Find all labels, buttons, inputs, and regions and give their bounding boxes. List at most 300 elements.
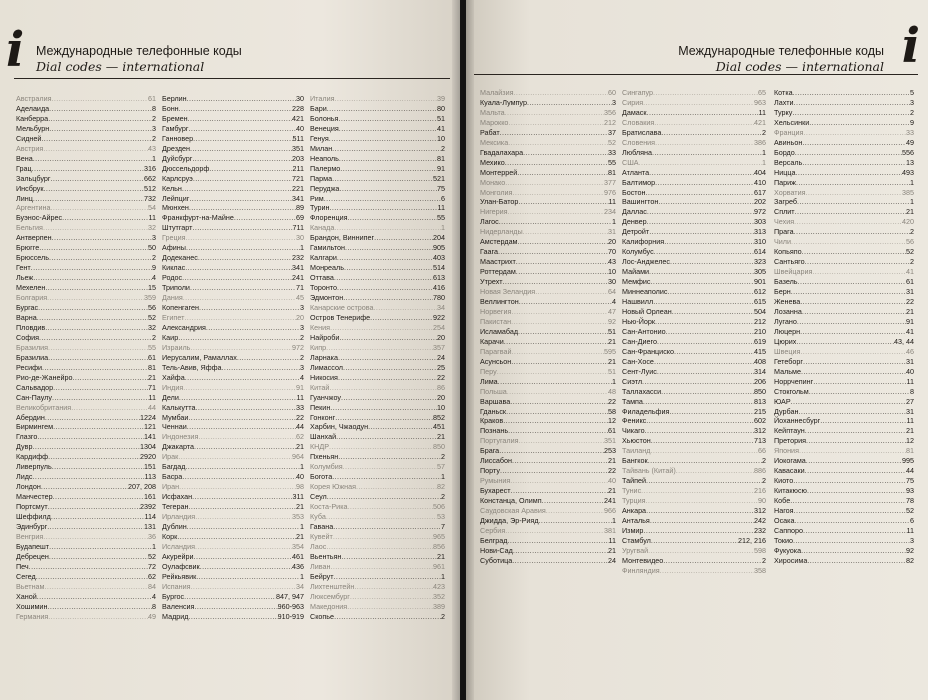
dial-code-entry [162,283,304,293]
dial-code-entry [310,422,445,432]
dial-code: 228 [292,103,304,113]
dot-leader [37,313,148,323]
dot-leader [198,432,296,442]
dial-code: 212, 216 [738,535,766,545]
dial-code: 71 [148,382,156,392]
dial-code: 82 [437,482,445,492]
place-name: Калифорния [622,237,665,247]
place-name: Измир [622,525,644,535]
dot-leader [327,492,441,502]
dot-leader [643,98,754,108]
place-name: Дебрецен [16,551,49,561]
dot-leader [658,197,754,207]
dial-code-entry [622,287,766,297]
place-name: Лугано [774,316,797,326]
dial-code: 1 [612,376,616,386]
place-name: Кувейт [310,531,333,541]
place-name: Карачи [480,336,504,346]
dial-code: 20 [608,237,616,247]
dot-leader [188,114,292,124]
dial-code: 12 [906,436,914,446]
place-name: Мальме [774,366,801,376]
dial-code: 253 [604,446,616,456]
dial-code: 2 [152,113,156,123]
dot-leader [53,422,144,432]
dial-code-entry [480,387,616,397]
place-name: Франкфурт-на-Майне [162,213,234,223]
dial-code-entry [310,283,445,293]
dial-code: 50 [148,243,156,253]
dot-leader [339,154,437,164]
dot-leader [195,542,292,552]
dial-code: 3 [300,303,304,313]
place-name: Бразилиа [16,352,49,362]
dial-code: 381 [604,525,616,535]
dial-code: 33 [906,127,914,137]
dot-leader [193,174,292,184]
dot-leader [45,283,148,293]
place-name: Загреб [774,197,797,207]
dial-code: 11 [758,107,766,117]
dot-leader [324,194,441,204]
dial-code-entry [622,446,766,456]
dial-code: 303 [754,217,766,227]
dot-leader [338,452,441,462]
place-name: Дрезден [162,143,191,153]
dial-code-entry [16,482,156,492]
place-name: Кения [310,322,331,332]
dial-code-entry [162,482,304,492]
dial-code: 310 [754,237,766,247]
dot-leader [511,486,608,496]
place-name: Бремен [162,113,188,123]
dial-code: 82 [906,555,914,565]
dial-code: 234 [604,207,616,217]
dial-code: 75 [906,476,914,486]
dial-code: 614 [754,247,766,257]
dial-code-entry [16,462,156,472]
dial-code-entry [310,502,445,512]
dial-code-entry [310,612,445,622]
dot-leader [179,393,297,403]
dial-code: 4 [152,273,156,283]
dial-code: 98 [296,482,304,492]
place-name: Финляндия [622,565,660,575]
dot-leader [192,223,292,233]
dial-code: 66 [758,446,766,456]
dot-leader [329,383,437,393]
dot-leader [339,124,437,134]
dial-code-entry [310,452,445,462]
dial-code: 52 [608,137,616,147]
dial-code: 556 [902,147,914,157]
dial-code: 8 [152,103,156,113]
dial-code-entry [622,188,766,198]
place-name: Чехия [774,217,795,227]
dial-code: 61 [148,352,156,362]
dot-leader [669,407,754,417]
right-column-1 [480,88,616,566]
dial-code: 1 [300,571,304,581]
dial-code: 49 [148,611,156,621]
dial-code: 131 [144,521,156,531]
dial-code-entry [310,532,445,542]
place-name: Канада [310,223,335,233]
dial-code-entry [162,273,304,283]
dial-code: 113 [144,472,156,482]
dial-code: 20 [437,332,445,342]
dot-leader [354,582,433,592]
place-name: Сирия [622,97,644,107]
place-name: Чикаго [622,426,645,436]
dial-code-entry [16,174,156,184]
dot-leader [52,393,149,403]
dot-leader [812,267,906,277]
dial-code: 352 [433,591,445,601]
dot-leader [802,138,906,148]
place-name: Штутгарт [162,223,193,233]
dot-leader [182,273,292,283]
dial-code: 359 [144,293,156,303]
place-name: Дюссельдорф [162,163,210,173]
dial-code-entry [16,542,156,552]
place-name: Малайзия [480,88,514,97]
dial-code-entry [310,442,445,452]
dial-code: 311 [292,492,304,502]
dot-leader [523,148,608,158]
place-name: Мадрид [162,611,189,621]
dial-code-entry [162,233,304,243]
place-name: Лагос [480,217,499,227]
place-name: Нью-Йорк [622,316,656,326]
dial-code-entry [310,233,445,243]
dial-code-entry [480,536,616,546]
dot-leader [199,303,300,313]
dial-code-entry [310,313,445,323]
dial-code-entry [16,502,156,512]
dial-code: 242 [754,515,766,525]
dial-code: 93 [906,486,914,496]
dot-leader [42,363,148,373]
dial-code: 2 [152,253,156,263]
dial-code: 62 [148,571,156,581]
dial-code-entry [162,502,304,512]
dial-code: 31 [906,406,914,416]
dial-code: 313 [754,227,766,237]
dial-code-entry [16,492,156,502]
dial-code: 961 [433,561,445,571]
dot-leader [194,552,292,562]
place-name: Додеканес [162,253,198,263]
dot-leader [506,407,608,417]
dot-leader [795,148,902,158]
dot-leader [806,456,902,466]
dot-leader [519,297,612,307]
dial-code-entry [480,476,616,486]
dial-code: 21 [608,545,616,555]
dial-code: 1 [300,521,304,531]
dot-leader [330,403,437,413]
dot-leader [803,128,906,138]
place-name: Новая Зеландия [480,287,536,297]
dot-leader [667,287,754,297]
dial-code-entry [162,532,304,542]
place-name: Греция [162,233,186,243]
dial-code: 151 [144,462,156,472]
dot-leader [806,436,906,446]
dial-code: 53 [437,512,445,522]
dial-code-entry [16,532,156,542]
place-name: Остров Тенерифе [310,312,371,322]
dot-leader [188,124,296,134]
dial-code: 22 [296,412,304,422]
dial-code-entry [16,263,156,273]
dial-code: 41 [906,326,914,336]
dial-code: 92 [608,316,616,326]
dot-leader [650,516,754,526]
dot-leader [329,203,437,213]
dial-code-entry [16,114,156,124]
dial-code-entry [162,343,304,353]
right-title-en: Dial codes — international [715,59,884,74]
dot-leader [800,297,906,307]
dial-code-entry [774,188,914,198]
dial-code-entry [16,512,156,522]
place-name: Лозанна [774,306,802,316]
place-name: Киото [774,476,794,486]
place-name: Стамбул [622,535,651,545]
dial-code-entry [774,466,914,476]
dot-leader [177,532,296,542]
dot-leader [646,188,755,198]
dial-code: 2 [300,352,304,362]
dial-code: 410 [754,177,766,187]
place-name: Коста-Рика [310,502,348,512]
place-name: Исламабад [480,326,519,336]
dial-code: 341 [292,263,304,273]
dial-code-entry [774,546,914,556]
dot-leader [797,317,906,327]
dot-leader [666,327,754,337]
dial-code-entry [774,516,914,526]
dial-code-entry [622,217,766,227]
place-name: Исландия [162,541,196,551]
dial-code: 8 [152,601,156,611]
dial-code: 1 [300,462,304,472]
place-name: Таллахасси [622,386,662,396]
place-name: Пекин [310,402,331,412]
dot-leader [646,506,754,516]
dot-leader [647,108,759,118]
dial-code-entry [310,522,445,532]
dot-leader [327,104,437,114]
dot-leader [206,323,300,333]
place-name: Гаага [480,247,498,257]
place-name: Дуйсбург [162,153,193,163]
place-name: Котка [774,88,793,97]
dot-leader [334,273,433,283]
place-name: Испания [162,581,191,591]
dial-code-entry [310,164,445,174]
dot-leader [507,387,608,397]
place-name: Сеул [310,492,327,502]
dot-leader [49,253,152,263]
dial-code-entry [310,194,445,204]
place-name: Тель-Авив, Яффа [162,362,222,372]
place-name: Джидда, Эр-Рияд [480,515,539,525]
dial-code-entry [480,337,616,347]
place-name: Эдинбург [16,521,48,531]
place-name: Сальвадор [16,382,54,392]
dial-code-entry [480,466,616,476]
place-name: Гданьск [480,406,507,416]
place-name: Норрчепинг [774,376,814,386]
dot-leader [338,114,437,124]
dot-leader [809,118,910,128]
dot-leader [641,486,754,496]
left-page [0,0,460,700]
dial-code-entry [774,526,914,536]
dial-code-entry [480,237,616,247]
dot-leader [341,552,437,562]
place-name: Куала-Лумпур [480,97,527,107]
dial-code: 421 [754,117,766,127]
dial-code: 44 [148,402,156,412]
dial-code-entry [480,108,616,118]
dial-code: 40 [608,476,616,486]
place-name: Братислава [622,127,662,137]
place-name: Сербия [480,525,506,535]
dial-code-entry [622,496,766,506]
dial-code-entry [622,257,766,267]
info-i-icon: i [6,22,25,78]
dial-code-entry [162,303,304,313]
dial-code-entry [622,337,766,347]
dot-leader [49,542,152,552]
place-name: Бари [310,103,327,113]
dial-code-entry [622,407,766,417]
place-name: Асунсьон [480,356,512,366]
dial-code: 963 [754,97,766,107]
dial-code: 521 [433,173,445,183]
place-name: Мехико [480,157,505,167]
dial-code: 4 [612,297,616,307]
dial-code-entry [774,197,914,207]
dial-code-entry [480,227,616,237]
place-name: Дамаск [622,107,647,117]
dial-code: 57 [437,462,445,472]
dial-code: 75 [437,183,445,193]
dial-code-entry [310,273,445,283]
place-name: Бразилия [16,342,49,352]
dot-leader [33,194,144,204]
dot-leader [643,397,754,407]
dial-code-entry [480,367,616,377]
dot-leader [38,303,148,313]
dial-code-entry [16,422,156,432]
dot-leader [801,546,906,556]
dot-leader [518,197,608,207]
dial-code: 3 [910,535,914,545]
dial-code-entry [16,413,156,423]
dot-leader [348,502,434,512]
dial-code-entry [622,476,766,486]
dot-leader [651,536,738,546]
dial-code: 81 [608,167,616,177]
dial-code: 60 [608,88,616,97]
dot-leader [649,168,754,178]
dot-leader [512,188,604,198]
dial-code-entry [622,317,766,327]
dial-code: 21 [437,551,445,561]
dial-code: 386 [754,137,766,147]
dial-code: 3 [300,322,304,332]
dial-code: 11 [906,416,914,426]
dial-code-entry [162,174,304,184]
dial-code: 13 [906,157,914,167]
dial-code: 305 [754,267,766,277]
dial-code-entry [16,213,156,223]
dial-code-entry [16,184,156,194]
place-name: Болонья [310,113,339,123]
place-name: Милан [310,143,333,153]
dial-code: 49 [906,137,914,147]
place-name: Аделаида [16,103,50,113]
dial-code-entry [480,207,616,217]
place-name: Швеция [774,346,801,356]
dot-leader [500,466,608,476]
place-name: Ливерпуль [16,462,52,472]
dial-code-entry [162,582,304,592]
dial-code: 2 [441,143,445,153]
dial-code-entry [774,297,914,307]
dot-leader [497,367,608,377]
dot-leader [49,552,148,562]
place-name: Словения [622,137,656,147]
dial-code: 64 [608,287,616,297]
place-name: Иокогама [774,456,806,466]
dial-code: 11 [608,535,616,545]
dial-code: 22 [906,297,914,307]
place-name: Варна [16,312,37,322]
place-name: Ресифи [16,362,43,372]
place-name: Франция [774,127,804,137]
dot-leader [326,542,433,552]
dial-code-entry [774,476,914,486]
dot-leader [791,397,906,407]
dot-leader [512,347,604,357]
dial-code-entry [774,207,914,217]
dot-leader [178,333,300,343]
dial-code: 2 [762,555,766,565]
dial-code-entry [480,426,616,436]
dial-code-entry [480,516,616,526]
dial-code: 61 [906,277,914,287]
dot-leader [800,347,906,357]
dial-code: 210 [754,326,766,336]
dot-leader [33,472,145,482]
dial-code-entry [162,144,304,154]
dial-code-entry [16,144,156,154]
place-name: Эдмонтон [310,293,344,303]
place-name: Турку [774,107,793,117]
dot-leader [650,446,758,456]
place-name: Перуджа [310,183,340,193]
dot-leader [48,343,148,353]
dial-code: 81 [437,153,445,163]
dial-code-entry [162,522,304,532]
place-name: Венеция [310,123,339,133]
